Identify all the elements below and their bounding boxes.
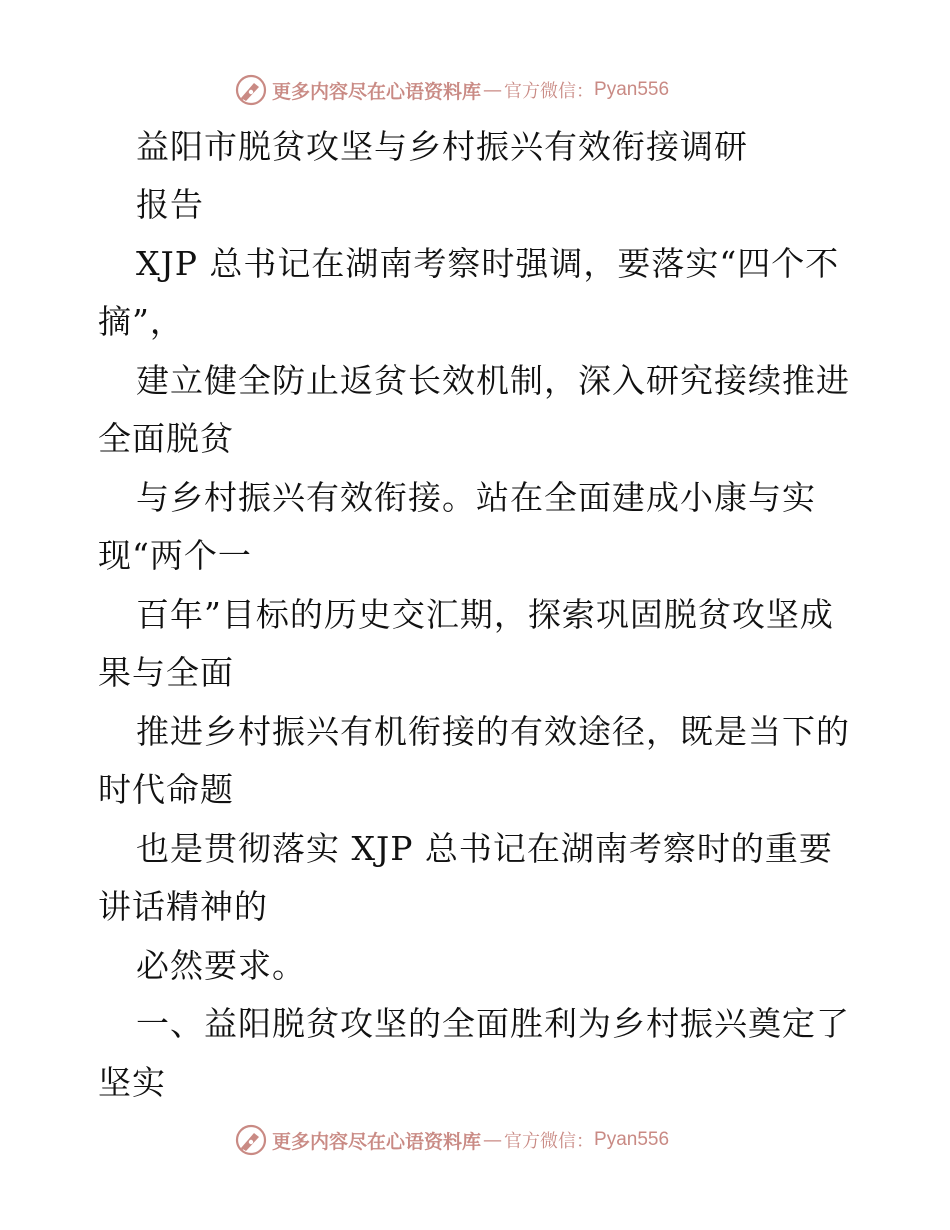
header-watermark bbox=[234, 70, 669, 110]
title-line-1: 益阳市脱贫攻坚与乡村振兴有效衔接调研 bbox=[136, 127, 748, 166]
body-line: 必然要求。 bbox=[136, 946, 306, 985]
footer-watermark bbox=[234, 1120, 669, 1160]
watermark-separator: — bbox=[483, 79, 503, 101]
body-line: 全面脱贫 bbox=[98, 419, 234, 458]
body-line: 讲话精神的 bbox=[98, 887, 268, 926]
watermark-brand-text: 更多内容尽在心语资料库 bbox=[272, 1130, 482, 1153]
body-line: 也是贯彻落实 XJP 总书记在湖南考察时的重要 bbox=[136, 829, 833, 868]
body-line: 与乡村振兴有效衔接。站在全面建成小康与实 bbox=[136, 478, 816, 517]
watermark-official-label: 官方微信： bbox=[504, 1131, 595, 1152]
watermark-wechat-id: Pyan556 bbox=[594, 1129, 670, 1150]
body-line: 现“两个一 bbox=[98, 536, 252, 575]
watermark-separator: — bbox=[483, 1129, 503, 1151]
pen-nib-circle-icon bbox=[234, 1123, 268, 1157]
body-line: 建立健全防止返贫长效机制，深入研究接续推进 bbox=[136, 361, 850, 400]
title-line-2: 报告 bbox=[136, 185, 204, 224]
body-line: 时代命题 bbox=[98, 770, 234, 809]
pen-nib-circle-icon bbox=[234, 73, 268, 107]
body-line: 推进乡村振兴有机衔接的有效途径，既是当下的 bbox=[136, 712, 850, 751]
section-heading-line: 坚实 bbox=[98, 1063, 166, 1102]
body-line: 果与全面 bbox=[98, 653, 234, 692]
body-line: 摘”， bbox=[98, 302, 184, 341]
body-line: 百年”目标的历史交汇期，探索巩固脱贫攻坚成 bbox=[136, 595, 834, 634]
body-line: XJP 总书记在湖南考察时强调，要落实“四个不 bbox=[136, 244, 840, 283]
watermark-wechat-id: Pyan556 bbox=[594, 79, 670, 100]
section-heading-line: 一、益阳脱贫攻坚的全面胜利为乡村振兴奠定了 bbox=[136, 1004, 850, 1043]
watermark-official-label: 官方微信： bbox=[504, 81, 595, 102]
watermark-brand-text: 更多内容尽在心语资料库 bbox=[272, 80, 482, 103]
